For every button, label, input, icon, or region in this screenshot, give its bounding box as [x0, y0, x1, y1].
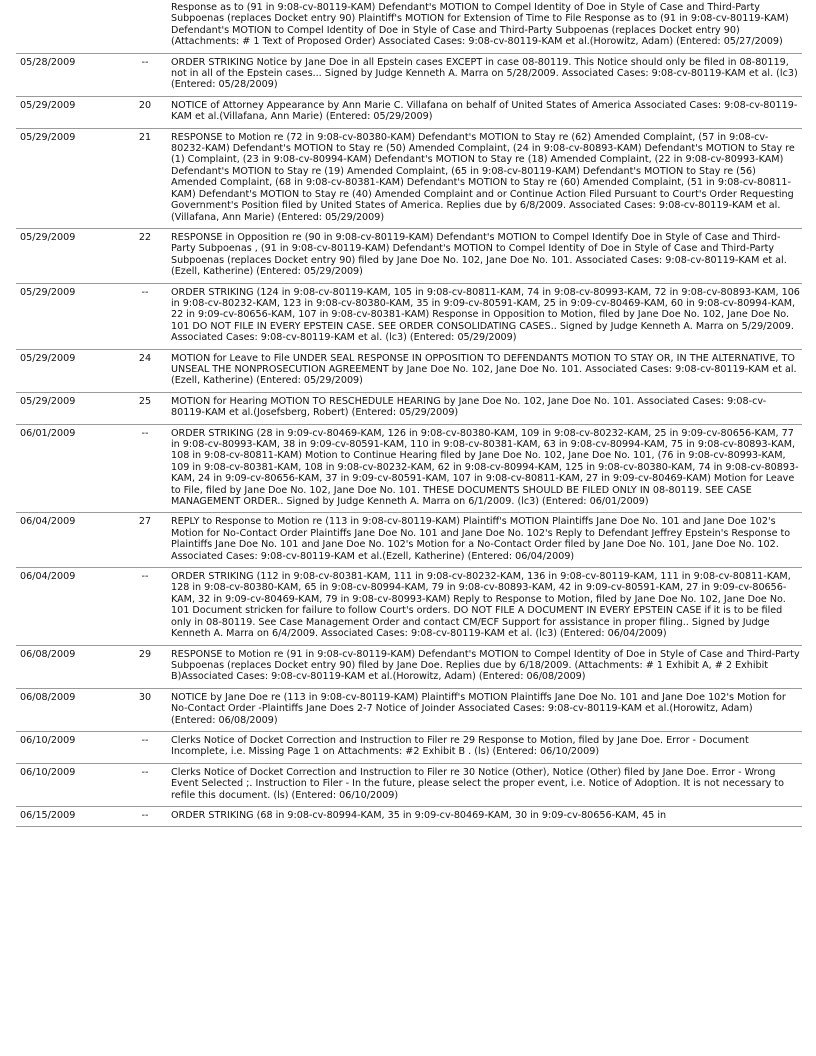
entry-text: ORDER STRIKING Notice by Jane Doe in all Epstein cases EXCEPT in case 08-80119. This Notice should only be filed in 08-80119, not in all of the Epstein cases... Signed by Judge Kenneth A. Marra on 5/28/2009. Associated Cases: 9:08-cv-80119-KAM et al. (lc3) (Entered: 05/28/2009): [168, 53, 802, 96]
docket-entry-row: [16, 228, 802, 283]
entry-text: Clerks Notice of Docket Correction and Instruction to Filer re 30 Notice (Other), Notice (Other) filed by Jane Doe. Error - Wrong Event Selected ;. Instruction to Filer - In the future, please select the proper event, i.e. Notice of Adoption. It is not necessary to refile this document. (ls) (Entered: 06/10/2009): [168, 763, 802, 806]
docket-entry-row: [16, 688, 802, 731]
docket-entry-row: [16, 283, 802, 349]
docket-entry-row: [16, 513, 802, 568]
entry-number: --: [122, 763, 168, 806]
entry-date: 05/29/2009: [16, 283, 122, 349]
docket-entry-row: [16, 806, 802, 826]
entry-number: --: [122, 424, 168, 513]
entry-number: --: [122, 53, 168, 96]
entry-date: 06/15/2009: [16, 806, 122, 826]
docket-entry-row: [16, 763, 802, 806]
entry-date: 06/10/2009: [16, 763, 122, 806]
entry-date: 06/04/2009: [16, 568, 122, 645]
entry-number: 25: [122, 392, 168, 424]
entry-number: --: [122, 806, 168, 826]
entry-number: 21: [122, 128, 168, 228]
entry-date: 06/10/2009: [16, 731, 122, 763]
entry-text: Response as to (91 in 9:08-cv-80119-KAM) Defendant's MOTION to Compel Identity of Doe in Style of Case and Third-Party Subpoenas (replaces Docket entry 90) Plaintiff's MOTION for Extension of Time to File Response as to (91 in 9:08-cv-80119-KAM) Defendant's MOTION to Compel Identity of Doe in Style of Case and Third-Party Subpoenas (replaces Docket entry 90) (Attachments: # 1 Text of Proposed Order) Associated Cases: 9:08-cv-80119-KAM et al.(Horowitz, Adam) (Entered: 05/27/2009): [168, 0, 802, 53]
docket-entry-row: [16, 731, 802, 763]
entry-text: ORDER STRIKING (28 in 9:09-cv-80469-KAM, 126 in 9:08-cv-80380-KAM, 109 in 9:08-cv-80232-KAM, 25 in 9:09-cv-80656-KAM, 77 in 9:08-cv-80993-KAM, 38 in 9:09-cv-80591-KAM, 110 in 9:08-cv-80381-KAM, 63 in 9:08-cv-80994-KAM, 75 in 9:08-cv-80893-KAM, 108 in 9:08-cv-80811-KAM) Motion to Continue Hearing filed by Jane Doe No. 102, Jane Doe No. 101, (76 in 9:08-cv-80993-KAM, 109 in 9:08-cv-80381-KAM, 108 in 9:08-cv-80232-KAM, 62 in 9:08-cv-80994-KAM, 125 in 9:08-cv-80380-KAM, 74 in 9:08-cv-80893-KAM, 24 in 9:09-cv-80656-KAM, 37 in 9:09-cv-80591-KAM, 107 in 9:08-cv-80811-KAM, 27 in 9:09-cv-80469-KAM) Motion for Leave to File, filed by Jane Doe No. 102, Jane Doe No. 101. THESE DOCUMENTS SHOULD BE FILED ONLY IN 08-80119. SEE CASE MANAGEMENT ORDER.. Signed by Judge Kenneth A. Marra on 6/1/2009. (lc3) (Entered: 06/01/2009): [168, 424, 802, 513]
entry-date: 05/29/2009: [16, 392, 122, 424]
entry-text: RESPONSE to Motion re (91 in 9:08-cv-80119-KAM) Defendant's MOTION to Compel Identity of Doe in Style of Case and Third-Party Subpoenas (replaces Docket entry 90) filed by Jane Doe. Replies due by 6/18/2009. (Attachments: # 1 Exhibit A, # 2 Exhibit B)Associated Cases: 9:08-cv-80119-KAM et al.(Horowitz, Adam) (Entered: 06/08/2009): [168, 645, 802, 688]
docket-table: [16, 0, 802, 827]
docket-entry-row: [16, 392, 802, 424]
entry-date: 06/08/2009: [16, 688, 122, 731]
entry-date: 05/29/2009: [16, 128, 122, 228]
entry-date: 06/01/2009: [16, 424, 122, 513]
entry-date: 05/29/2009: [16, 349, 122, 392]
entry-text: MOTION for Hearing MOTION TO RESCHEDULE HEARING by Jane Doe No. 102, Jane Doe No. 101. Associated Cases: 9:08-cv-80119-KAM et al.(Josefsberg, Robert) (Entered: 05/29/2009): [168, 392, 802, 424]
entry-date: 06/08/2009: [16, 645, 122, 688]
docket-entry-row: [16, 349, 802, 392]
entry-number: --: [122, 568, 168, 645]
entry-number: 30: [122, 688, 168, 731]
entry-text: ORDER STRIKING (112 in 9:08-cv-80381-KAM, 111 in 9:08-cv-80232-KAM, 136 in 9:08-cv-80119-KAM, 111 in 9:08-cv-80811-KAM, 128 in 9:08-cv-80380-KAM, 65 in 9:08-cv-80994-KAM, 79 in 9:08-cv-80893-KAM, 42 in 9:09-cv-80591-KAM, 27 in 9:09-cv-80656-KAM, 32 in 9:09-cv-80469-KAM, 79 in 9:08-cv-80993-KAM) Reply to Response to Motion, filed by Jane Doe No. 102, Jane Doe No. 101 Document stricken for failure to follow Court's orders. DO NOT FILE A DOCUMENT IN EVERY EPSTEIN CASE if it is to be filed only in 08-80119. See Case Management Order and contact CM/ECF Support for assistance in proper filing.. Signed by Judge Kenneth A. Marra on 6/4/2009. Associated Cases: 9:08-cv-80119-KAM et al. (lc3) (Entered: 06/04/2009): [168, 568, 802, 645]
docket-entries: [16, 0, 802, 827]
docket-entry-row: [16, 53, 802, 96]
entry-number: 24: [122, 349, 168, 392]
entry-date: 06/04/2009: [16, 513, 122, 568]
docket-entry-row: [16, 645, 802, 688]
entry-text: MOTION for Leave to File UNDER SEAL RESPONSE IN OPPOSITION TO DEFENDANTS MOTION TO STAY OR, IN THE ALTERNATIVE, TO UNSEAL THE NONPROSECUTION AGREEMENT by Jane Doe No. 102, Jane Doe No. 101. Associated Cases: 9:08-cv-80119-KAM et al.(Ezell, Katherine) (Entered: 05/29/2009): [168, 349, 802, 392]
docket-entry-row: [16, 96, 802, 128]
entry-number: 27: [122, 513, 168, 568]
entry-date: 05/29/2009: [16, 96, 122, 128]
docket-entry-row: [16, 128, 802, 228]
entry-number: 29: [122, 645, 168, 688]
entry-text: Clerks Notice of Docket Correction and Instruction to Filer re 29 Response to Motion, filed by Jane Doe. Error - Document Incomplete, i.e. Missing Page 1 on Attachments: #2 Exhibit B . (ls) (Entered: 06/10/2009): [168, 731, 802, 763]
entry-number: --: [122, 731, 168, 763]
entry-number: [122, 0, 168, 53]
entry-text: ORDER STRIKING (68 in 9:08-cv-80994-KAM, 35 in 9:09-cv-80469-KAM, 30 in 9:09-cv-80656-KAM, 45 in: [168, 806, 802, 826]
entry-text: ORDER STRIKING (124 in 9:08-cv-80119-KAM, 105 in 9:08-cv-80811-KAM, 74 in 9:08-cv-80993-KAM, 72 in 9:08-cv-80893-KAM, 106 in 9:08-cv-80232-KAM, 123 in 9:08-cv-80380-KAM, 35 in 9:09-cv-80591-KAM, 25 in 9:09-cv-80469-KAM, 60 in 9:08-cv-80994-KAM, 22 in 9:09-cv-80656-KAM, 107 in 9:08-cv-80381-KAM) Response in Opposition to Motion, filed by Jane Doe No. 102, Jane Doe No. 101 DO NOT FILE IN EVERY EPSTEIN CASE. SEE ORDER CONSOLIDATING CASES.. Signed by Judge Kenneth A. Marra on 5/29/2009. Associated Cases: 9:08-cv-80119-KAM et al. (lc3) (Entered: 05/29/2009): [168, 283, 802, 349]
entry-number: --: [122, 283, 168, 349]
docket-entry-row: [16, 568, 802, 645]
entry-date: [16, 0, 122, 53]
docket-entry-row: [16, 424, 802, 513]
entry-date: 05/29/2009: [16, 228, 122, 283]
entry-number: 22: [122, 228, 168, 283]
docket-entry-row: [16, 0, 802, 53]
entry-text: RESPONSE to Motion re (72 in 9:08-cv-80380-KAM) Defendant's MOTION to Stay re (62) Amended Complaint, (57 in 9:08-cv-80232-KAM) Defendant's MOTION to Stay re (50) Amended Complaint, (24 in 9:08-cv-80893-KAM) Defendant's MOTION to Stay re (1) Complaint, (23 in 9:08-cv-80994-KAM) Defendant's MOTION to Stay re (18) Amended Complaint, (22 in 9:08-cv-80993-KAM) Defendant's MOTION to Stay re (19) Amended Complaint, (65 in 9:08-cv-80119-KAM) Defendant's MOTION to Stay re (56) Amended Complaint, (68 in 9:08-cv-80381-KAM) Defendant's MOTION to Stay re (60) Amended Complaint, (51 in 9:08-cv-80811-KAM) Defendant's MOTION to Stay re (40) Amended Complaint and or Continue Action Filed Pursuant to Court's Order Requesting Government's Position filed by United States of America. Replies due by 6/8/2009. Associated Cases: 9:08-cv-80119-KAM et al.(Villafana, Ann Marie) (Entered: 05/29/2009): [168, 128, 802, 228]
entry-text: NOTICE by Jane Doe re (113 in 9:08-cv-80119-KAM) Plaintiff's MOTION Plaintiffs Jane Doe No. 101 and Jane Doe 102's Motion for No-Contact Order -Plaintiffs Jane Does 2-7 Notice of Joinder Associated Cases: 9:08-cv-80119-KAM et al.(Horowitz, Adam) (Entered: 06/08/2009): [168, 688, 802, 731]
entry-number: 20: [122, 96, 168, 128]
entry-date: 05/28/2009: [16, 53, 122, 96]
entry-text: REPLY to Response to Motion re (113 in 9:08-cv-80119-KAM) Plaintiff's MOTION Plaintiffs Jane Doe No. 101 and Jane Doe 102's Motion for No-Contact Order Plaintiffs Jane Doe No. 101 and Jane Doe No. 102's Reply to Defendant Jeffrey Epstein's Response to Plaintiffs Jane Doe No. 101 and Jane Doe No. 102's Motion for a No-Contact Order filed by Jane Doe No. 101, Jane Doe No. 102. Associated Cases: 9:08-cv-80119-KAM et al.(Ezell, Katherine) (Entered: 06/04/2009): [168, 513, 802, 568]
entry-text: RESPONSE in Opposition re (90 in 9:08-cv-80119-KAM) Defendant's MOTION to Compel Identify Doe in Style of Case and Third-Party Subpoenas , (91 in 9:08-cv-80119-KAM) Defendant's MOTION to Compel Identity of Doe in Style of Case and Third-Party Subpoenas (replaces Docket entry 90) filed by Jane Doe No. 102, Jane Doe No. 101. Associated Cases: 9:08-cv-80119-KAM et al.(Ezell, Katherine) (Entered: 05/29/2009): [168, 228, 802, 283]
entry-text: NOTICE of Attorney Appearance by Ann Marie C. Villafana on behalf of United States of America Associated Cases: 9:08-cv-80119-KAM et al.(Villafana, Ann Marie) (Entered: 05/29/2009): [168, 96, 802, 128]
